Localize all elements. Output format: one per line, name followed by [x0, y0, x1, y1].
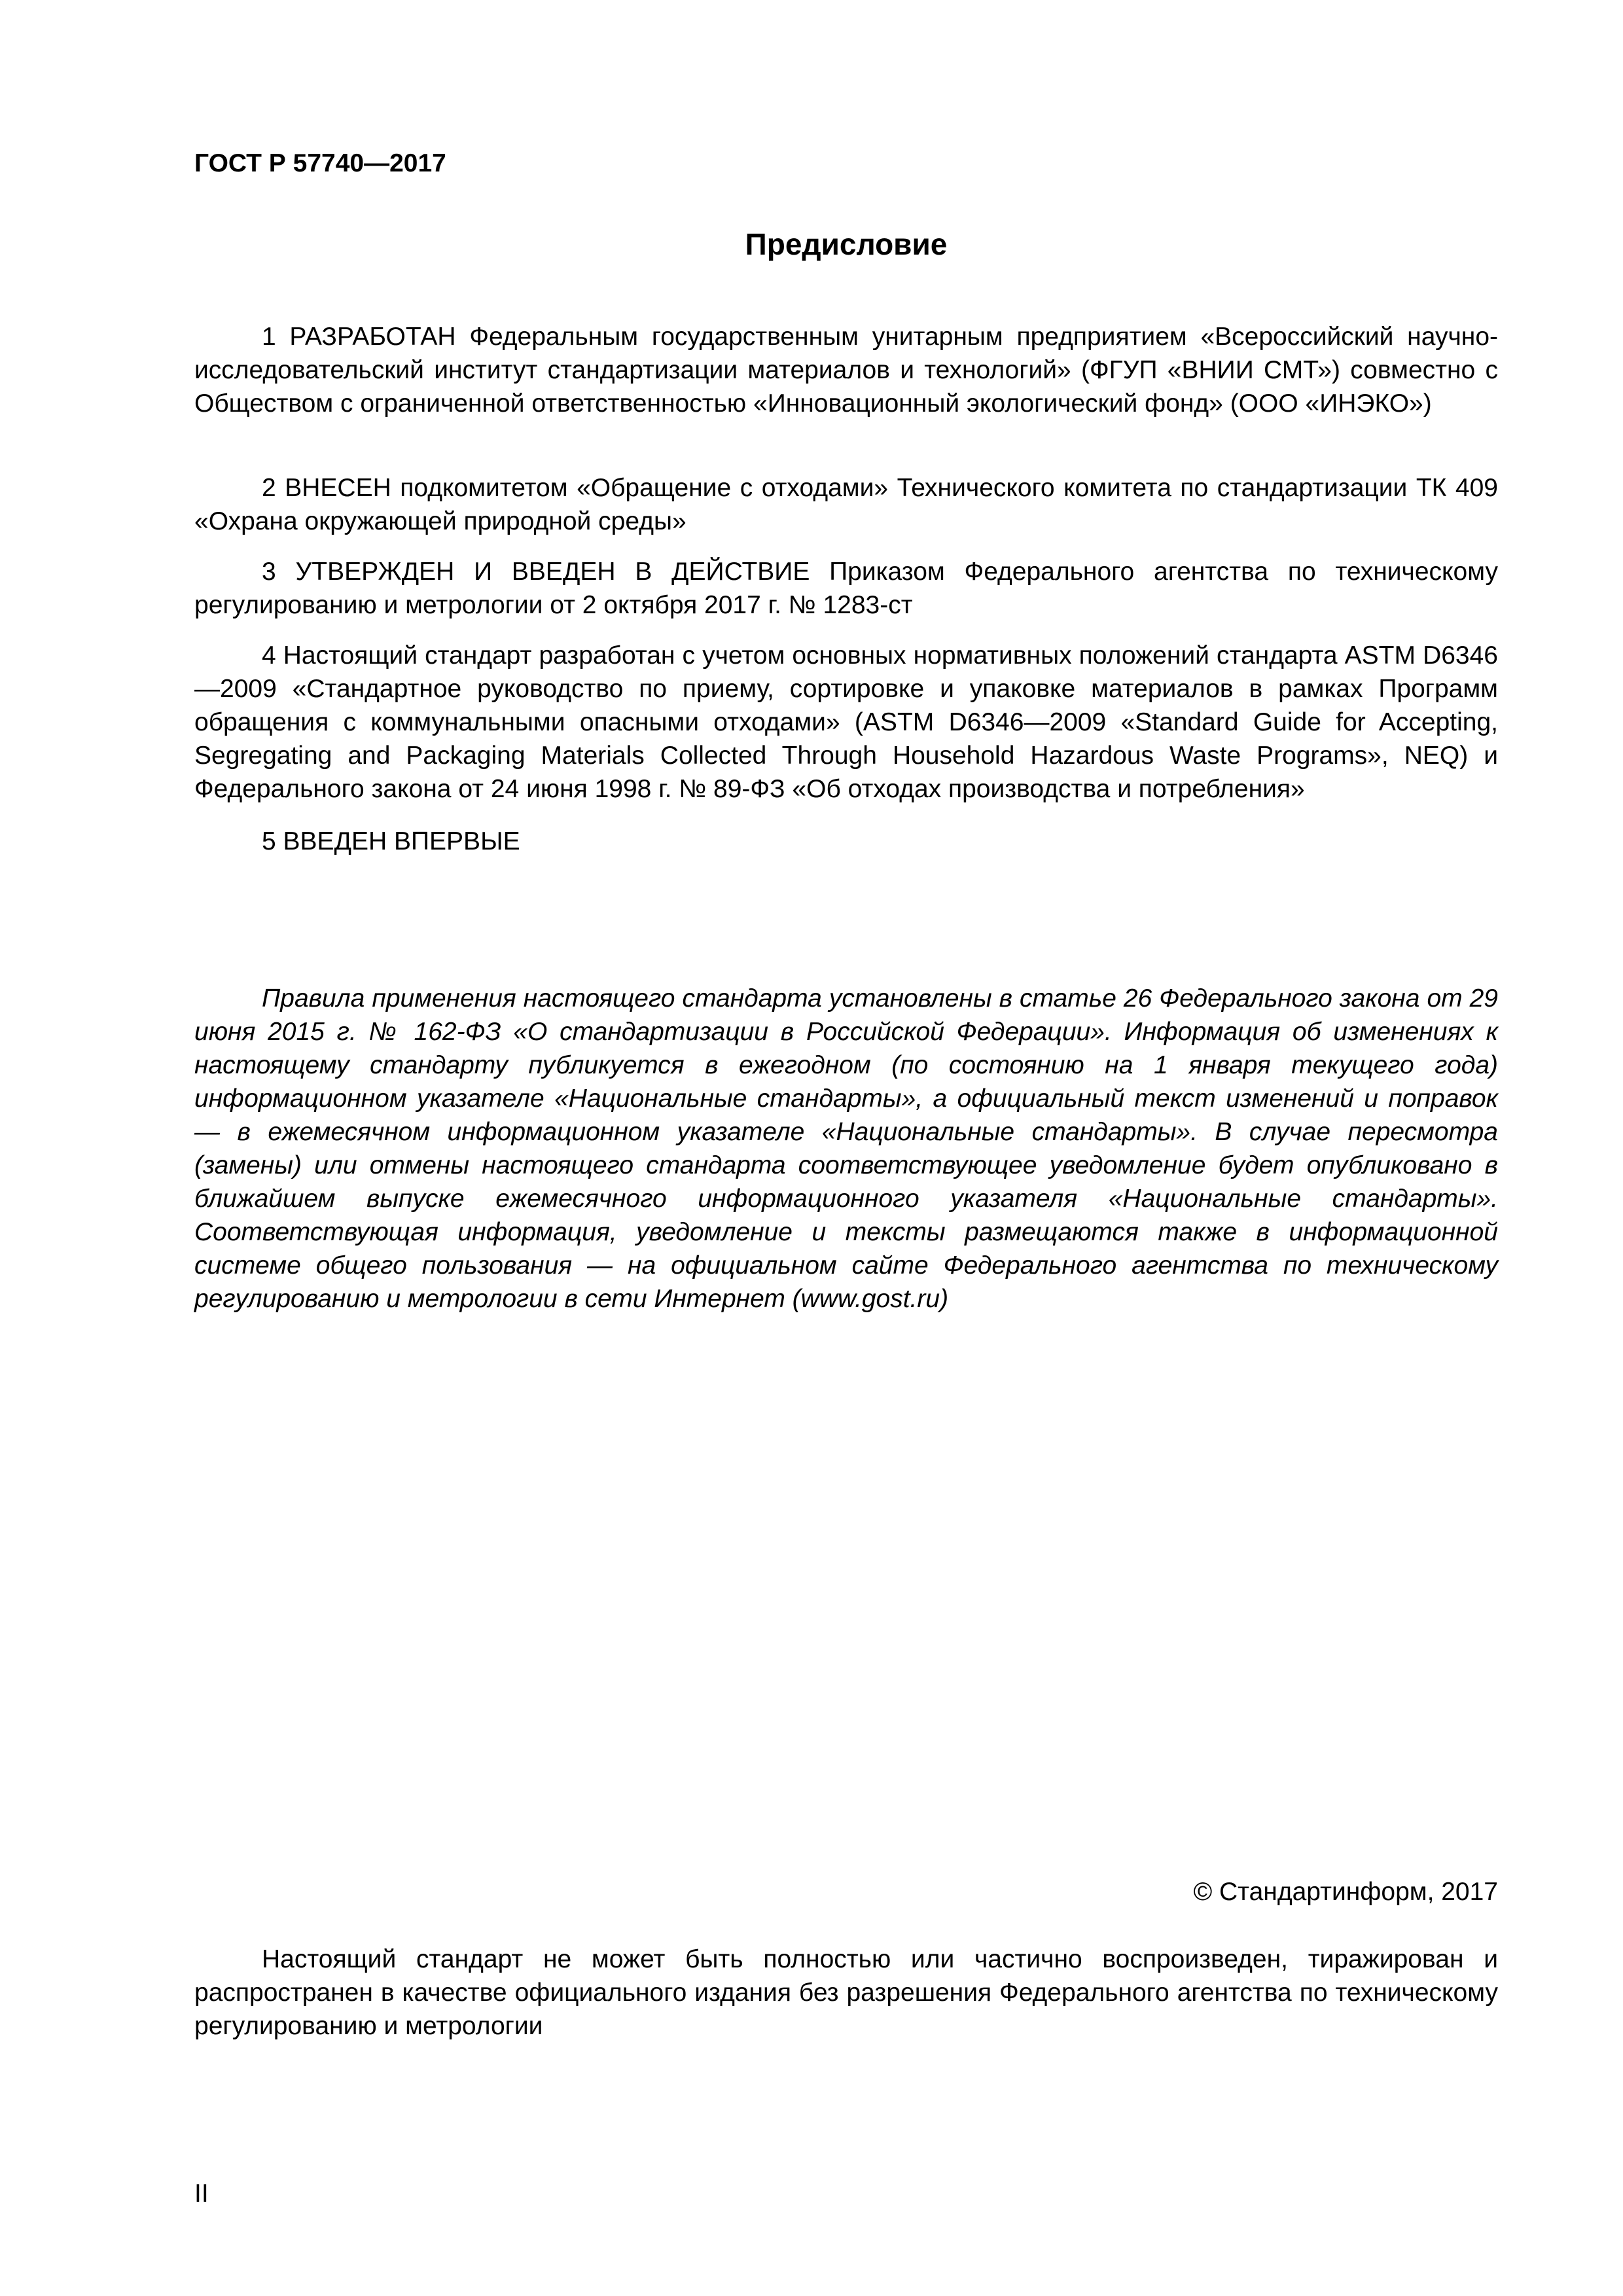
document-code: ГОСТ Р 57740—2017 — [194, 149, 446, 177]
page-number: II — [194, 2179, 209, 2208]
reproduction-notice: Настоящий стандарт не может быть полностью или частично воспроизведен, тиражирован и распространен в качестве официального издания без разрешения Федерального агентства по техническому регулированию и метрологии — [194, 1945, 1498, 2040]
rules-notice: Правила применения настоящего стандарта установлены в статье 26 Федерального закона от 29 июня 2015 г. № 162-ФЗ «О стандартизации в Российской Федерации». Информация об изменениях к настоящему стандарту публикуется в ежегодном (по состоянию на 1 января текущего года) информационном указателе «Национальные стандарты», а официальный текст изменений и поправок — в ежемесячном информационном указателе «Национальные стандарты». В случае пересмотра (замены) или отмены настоящего стандарта соответствующее уведомление будет опубликовано в ближайшем выпуске ежемесячного информационного указателя «Национальные стандарты». Соответствующая информация, уведомление и тексты размещаются также в информационной системе общего пользования — на официальном сайте Федерального агентства по техническому регулированию и метрологии в сети Интернет (www.gost.ru) — [194, 984, 1498, 1313]
foreword-item-2: 2 ВНЕСЕН подкомитетом «Обращение с отходами» Технического комитета по стандартизации ТК 409 «Охрана окружающей природной среды» — [194, 474, 1498, 535]
foreword-item-3: 3 УТВЕРЖДЕН И ВВЕДЕН В ДЕЙСТВИЕ Приказом Федерального агентства по техническому регулированию и метрологии от 2 октября 2017 г. № 1283-ст — [194, 558, 1498, 619]
copyright-line: © Стандартинформ, 2017 — [1193, 1878, 1498, 1906]
foreword-item-1: 1 РАЗРАБОТАН Федеральным государственным унитарным предприятием «Всероссийский научно-исследовательский институт стандартизации материалов и технологий» (ФГУП «ВНИИ СМТ») совместно с Обществом с ограниченной ответственностью «Инновационный экологический фонд» (ООО «ИНЭКО») — [194, 323, 1498, 418]
foreword-item-4: 4 Настоящий стандарт разработан с учетом основных нормативных положений стандарта ASTM D6346—2009 «Стандартное руководство по приему, сортировке и упаковке материалов в рамках Программ обращения с коммунальными опасными отходами» (ASTM D6346—2009 «Standard Guide for Accepting, Segregating and Packaging Materials Collected Through Household Hazardous Waste Programs», NEQ) и Федерального закона от 24 июня 1998 г. № 89-ФЗ «Об отходах производства и потребления» — [194, 641, 1498, 803]
foreword-item-5: 5 ВВЕДЕН ВПЕРВЫЕ — [262, 827, 520, 855]
page-title: Предисловие — [745, 227, 948, 261]
